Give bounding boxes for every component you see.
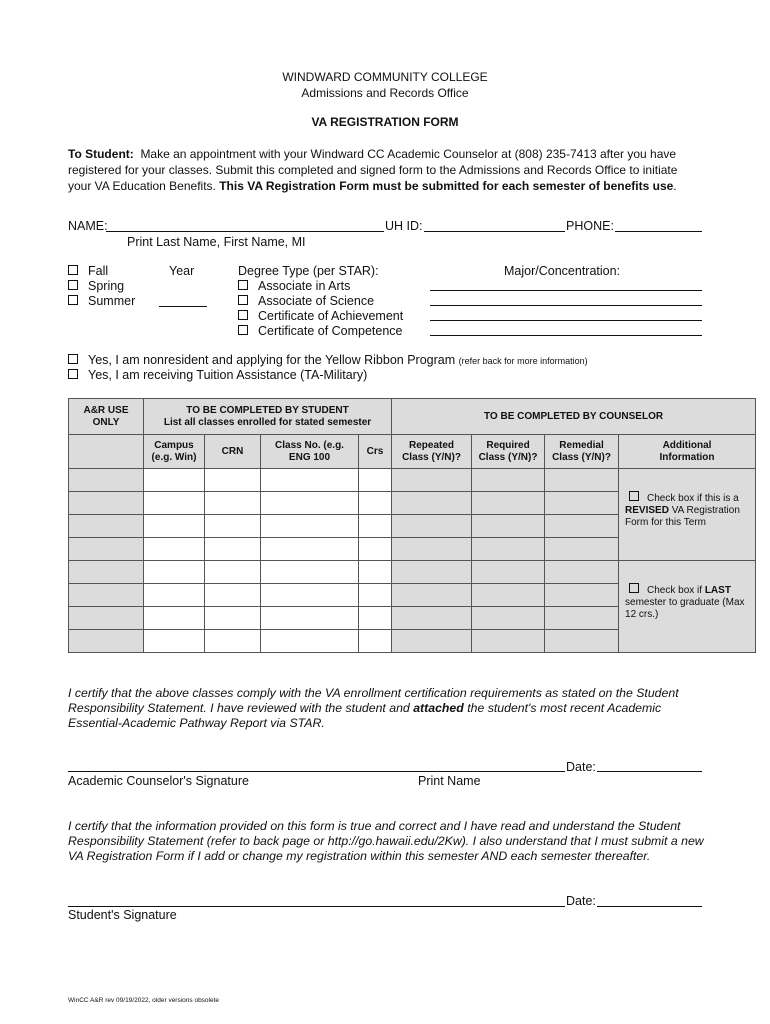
cell[interactable] bbox=[144, 515, 205, 538]
year-label: Year bbox=[169, 264, 195, 278]
cell[interactable] bbox=[392, 538, 472, 561]
intro-line3-end: . bbox=[673, 179, 677, 193]
revised-note-bold: REVISED bbox=[625, 505, 669, 516]
major-line-1[interactable] bbox=[430, 290, 702, 291]
major-line-2[interactable] bbox=[430, 305, 702, 306]
cell[interactable] bbox=[205, 630, 261, 653]
footer-note: WinCC A&R rev 09/19/2022, older versions obsolete bbox=[68, 997, 220, 1004]
cell[interactable] bbox=[472, 469, 545, 492]
degree-aa-label: Associate in Arts bbox=[258, 279, 351, 293]
intro-paragraph bbox=[68, 146, 758, 194]
last-note-bold: LAST bbox=[704, 585, 731, 596]
year-field[interactable] bbox=[159, 306, 207, 307]
cell[interactable] bbox=[392, 469, 472, 492]
ar-cell bbox=[69, 561, 144, 584]
cell[interactable] bbox=[144, 492, 205, 515]
counselor-header: TO BE COMPLETED BY COUNSELOR bbox=[392, 399, 756, 435]
cell[interactable] bbox=[144, 538, 205, 561]
term-summer-label: Summer bbox=[88, 294, 136, 308]
counselor-date-label: Date: bbox=[566, 760, 596, 774]
ar-cell bbox=[69, 538, 144, 561]
cell[interactable] bbox=[472, 561, 545, 584]
office-name: Admissions and Records Office bbox=[301, 86, 469, 100]
col-required: Required Class (Y/N)? bbox=[472, 435, 545, 469]
student-certification: I certify that the information provided on this form is true and correct and I have read and understand the Student Responsibility Statement (refer to back page or http://go.hawaii.edu/2Kw). I also understand that I must submit a new VA Registration Form if I add or change my registration within this semester AND each semester thereafter. bbox=[68, 819, 704, 863]
col-crs: Crs bbox=[359, 435, 392, 469]
cell[interactable] bbox=[472, 607, 545, 630]
major-label: Major/Concentration: bbox=[504, 264, 621, 278]
cell[interactable] bbox=[359, 469, 392, 492]
ar-cell bbox=[69, 492, 144, 515]
cell[interactable] bbox=[359, 538, 392, 561]
cell[interactable] bbox=[472, 584, 545, 607]
counselor-signature-line[interactable] bbox=[68, 771, 565, 772]
class-table bbox=[68, 398, 756, 653]
last-semester-note[interactable] bbox=[619, 561, 756, 653]
cell[interactable] bbox=[261, 561, 359, 584]
student-header bbox=[144, 399, 392, 435]
ar-use-cell bbox=[69, 435, 144, 469]
cell[interactable] bbox=[261, 607, 359, 630]
cell[interactable] bbox=[144, 630, 205, 653]
cell[interactable] bbox=[144, 561, 205, 584]
cell[interactable] bbox=[392, 584, 472, 607]
student-date-label: Date: bbox=[566, 894, 596, 908]
col-repeated: Repeated Class (Y/N)? bbox=[392, 435, 472, 469]
checkbox-icon[interactable] bbox=[68, 354, 78, 364]
cell[interactable] bbox=[392, 515, 472, 538]
print-name-label: Print Name bbox=[418, 774, 481, 788]
col-crn: CRN bbox=[205, 435, 261, 469]
degree-label: Degree Type (per STAR): bbox=[238, 264, 379, 278]
revised-note-text: Check box if this is a bbox=[647, 493, 739, 504]
checkbox-icon[interactable] bbox=[68, 295, 78, 305]
cell[interactable] bbox=[261, 515, 359, 538]
counselor-cert-bold: attached bbox=[413, 701, 464, 715]
ar-use-header: A&R USE ONLY bbox=[69, 399, 144, 435]
term-spring-label: Spring bbox=[88, 279, 125, 293]
term-spring[interactable] bbox=[68, 279, 124, 293]
counselor-signature-label: Academic Counselor's Signature bbox=[68, 774, 249, 788]
cell[interactable] bbox=[545, 630, 619, 653]
cell[interactable] bbox=[359, 630, 392, 653]
checkbox-icon[interactable] bbox=[238, 295, 248, 305]
degree-ca-label: Certificate of Achievement bbox=[258, 309, 404, 323]
checkbox-icon[interactable] bbox=[68, 265, 78, 275]
checkbox-icon[interactable] bbox=[238, 310, 248, 320]
student-signature-label: Student's Signature bbox=[68, 908, 177, 922]
col-class-no: Class No. (e.g. ENG 100 bbox=[261, 435, 359, 469]
term-fall[interactable] bbox=[68, 264, 108, 278]
student-header-title: TO BE COMPLETED BY STUDENT bbox=[186, 404, 349, 416]
cell[interactable] bbox=[205, 469, 261, 492]
table-row bbox=[69, 469, 756, 492]
intro-line3: your VA Education Benefits. bbox=[68, 179, 220, 193]
cell[interactable] bbox=[359, 607, 392, 630]
phone-label: PHONE: bbox=[566, 219, 614, 233]
term-summer[interactable] bbox=[68, 294, 135, 308]
cell[interactable] bbox=[261, 630, 359, 653]
major-line-4[interactable] bbox=[430, 335, 702, 336]
ar-cell bbox=[69, 584, 144, 607]
cell[interactable] bbox=[261, 584, 359, 607]
cell[interactable] bbox=[144, 584, 205, 607]
cell[interactable] bbox=[205, 607, 261, 630]
table-row bbox=[69, 561, 756, 584]
student-date-field[interactable] bbox=[597, 906, 702, 907]
name-label: NAME: bbox=[68, 219, 108, 233]
cell[interactable] bbox=[545, 469, 619, 492]
counselor-date-field[interactable] bbox=[597, 771, 702, 772]
col-campus: Campus (e.g. Win) bbox=[144, 435, 205, 469]
cell[interactable] bbox=[261, 469, 359, 492]
degree-as-label: Associate of Science bbox=[258, 294, 375, 308]
degree-cc[interactable] bbox=[238, 324, 403, 338]
ar-cell bbox=[69, 515, 144, 538]
revised-note-rest: VA Registration Form for this Term bbox=[625, 505, 740, 528]
checkbox-icon[interactable] bbox=[629, 583, 639, 593]
revised-note[interactable] bbox=[619, 469, 756, 561]
uhid-field[interactable] bbox=[424, 231, 565, 232]
checkbox-icon[interactable] bbox=[68, 280, 78, 290]
uhid-label: UH ID: bbox=[385, 219, 423, 233]
name-field[interactable] bbox=[106, 231, 384, 232]
counselor-certification bbox=[68, 686, 708, 731]
degree-aa[interactable] bbox=[238, 279, 350, 293]
cell[interactable] bbox=[472, 630, 545, 653]
cell[interactable] bbox=[205, 561, 261, 584]
intro-line2: registered for your classes. Submit this completed and signed form to the Admissions and Records Office to initiate bbox=[68, 163, 678, 177]
last-note-rest: semester to graduate (Max 12 crs.) bbox=[625, 597, 745, 620]
cell[interactable] bbox=[545, 584, 619, 607]
last-note-text: Check box if bbox=[647, 585, 705, 596]
name-hint: Print Last Name, First Name, MI bbox=[127, 235, 306, 249]
student-signature-line[interactable] bbox=[68, 906, 565, 907]
phone-field[interactable] bbox=[615, 231, 702, 232]
cell[interactable] bbox=[545, 492, 619, 515]
tuition-label: Yes, I am receiving Tuition Assistance (TA-Military) bbox=[88, 368, 368, 382]
checkbox-icon[interactable] bbox=[238, 325, 248, 335]
cell[interactable] bbox=[261, 538, 359, 561]
ar-cell bbox=[69, 607, 144, 630]
degree-cc-label: Certificate of Competence bbox=[258, 324, 403, 338]
major-line-3[interactable] bbox=[430, 320, 702, 321]
intro-line3-bold: This VA Registration Form must be submitted for each semester of benefits use bbox=[219, 179, 674, 193]
intro-lead: To Student: bbox=[68, 147, 134, 161]
col-additional: Additional Information bbox=[619, 435, 756, 469]
term-fall-label: Fall bbox=[88, 264, 109, 278]
checkbox-icon[interactable] bbox=[68, 369, 78, 379]
cell[interactable] bbox=[392, 561, 472, 584]
cell[interactable] bbox=[205, 515, 261, 538]
yellow-ribbon-option[interactable] bbox=[68, 353, 588, 367]
yellow-ribbon-note: (refer back for more information) bbox=[458, 356, 588, 366]
cell[interactable] bbox=[144, 469, 205, 492]
cell[interactable] bbox=[472, 492, 545, 515]
cell[interactable] bbox=[205, 584, 261, 607]
cell[interactable] bbox=[205, 492, 261, 515]
degree-ca[interactable] bbox=[238, 309, 403, 323]
tuition-option[interactable] bbox=[68, 368, 367, 382]
checkbox-icon[interactable] bbox=[238, 280, 248, 290]
cell[interactable] bbox=[392, 607, 472, 630]
cell[interactable] bbox=[545, 561, 619, 584]
cell[interactable] bbox=[359, 515, 392, 538]
cell[interactable] bbox=[144, 607, 205, 630]
intro-line1: Make an appointment with your Windward CC Academic Counselor at (808) 235-7413 after you have bbox=[140, 147, 677, 161]
form-title: VA REGISTRATION FORM bbox=[311, 115, 459, 129]
college-name: WINDWARD COMMUNITY COLLEGE bbox=[282, 70, 488, 84]
ar-cell bbox=[69, 469, 144, 492]
yellow-ribbon-label: Yes, I am nonresident and applying for the Yellow Ribbon Program bbox=[88, 353, 456, 367]
degree-as[interactable] bbox=[238, 294, 374, 308]
cell[interactable] bbox=[359, 492, 392, 515]
student-header-sub: List all classes enrolled for stated semester bbox=[163, 416, 372, 428]
cell[interactable] bbox=[205, 538, 261, 561]
cell[interactable] bbox=[359, 584, 392, 607]
cell[interactable] bbox=[472, 515, 545, 538]
checkbox-icon[interactable] bbox=[629, 491, 639, 501]
cell[interactable] bbox=[472, 538, 545, 561]
cell[interactable] bbox=[545, 538, 619, 561]
cell[interactable] bbox=[261, 492, 359, 515]
cell[interactable] bbox=[545, 607, 619, 630]
counselor-cert-text: I certify that the above classes comply with the VA enrollment certification requirements as stated on the Student Responsibility Statement. I have reviewed with the student and bbox=[68, 686, 679, 715]
cell[interactable] bbox=[359, 561, 392, 584]
col-remedial: Remedial Class (Y/N)? bbox=[545, 435, 619, 469]
cell[interactable] bbox=[392, 492, 472, 515]
cell[interactable] bbox=[392, 630, 472, 653]
counselor-cert-rest: the student's most recent Academic Essential-Academic Pathway Report via STAR. bbox=[68, 701, 662, 730]
cell[interactable] bbox=[545, 515, 619, 538]
ar-cell bbox=[69, 630, 144, 653]
